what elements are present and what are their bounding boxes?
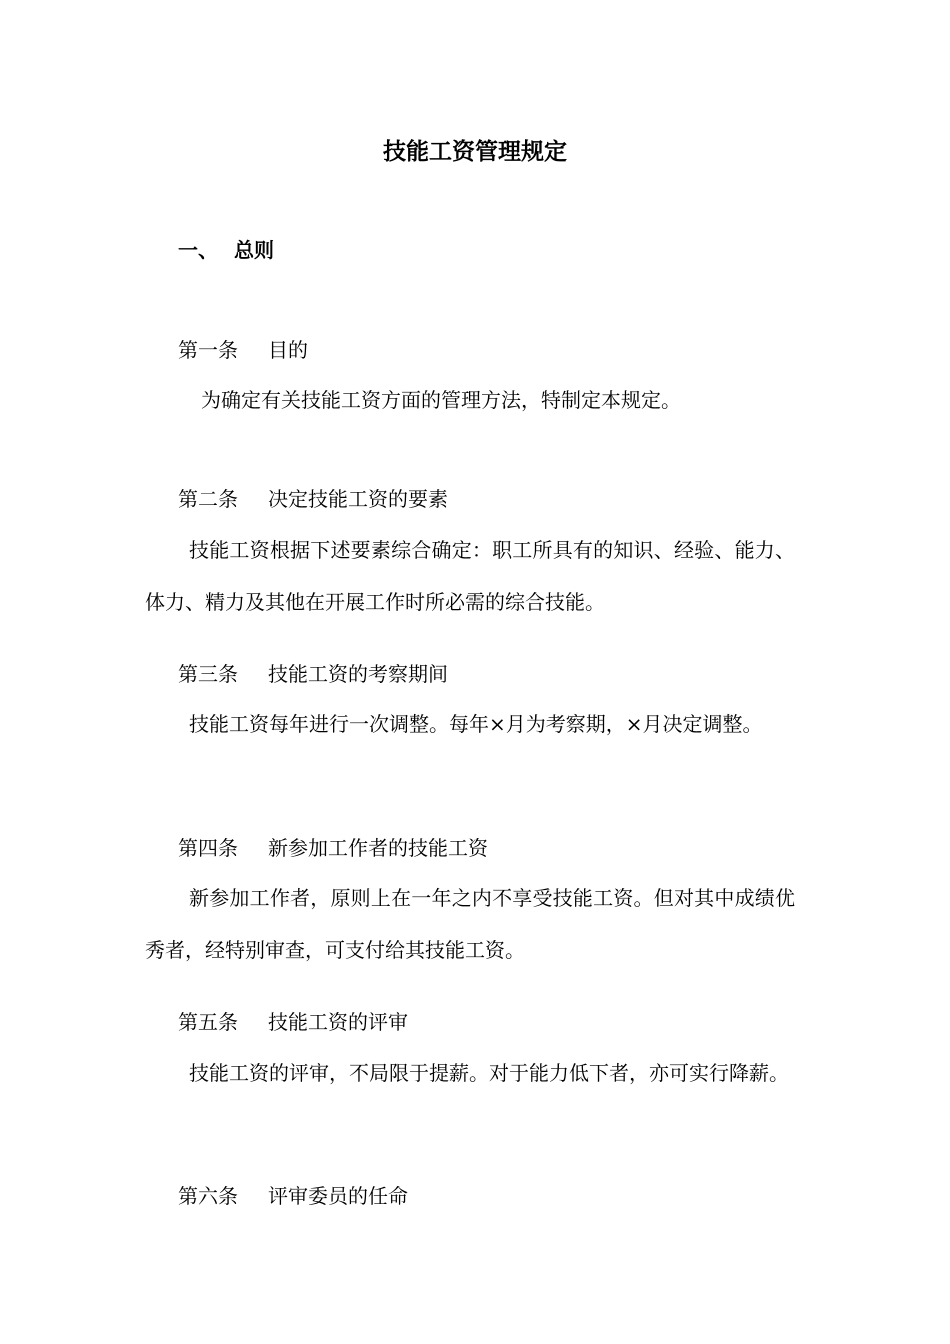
article-body-5: 技能工资的评审，不局限于提薪。对于能力低下者，亦可实行降薪。 xyxy=(189,1061,789,1085)
document-title: 技能工资管理规定 xyxy=(383,139,567,165)
article-number: 第二条 xyxy=(178,487,238,511)
article-title: 评审委员的任命 xyxy=(268,1184,408,1208)
article-body-3: 技能工资每年进行一次调整。每年×月为考察期，×月决定调整。 xyxy=(189,712,763,736)
article-number: 第六条 xyxy=(178,1184,238,1208)
section-number: 一、 xyxy=(178,238,218,262)
article-number: 第五条 xyxy=(178,1010,238,1034)
article-title: 目的 xyxy=(268,338,308,362)
article-heading-3 xyxy=(178,656,448,692)
article-heading-5 xyxy=(178,1004,408,1040)
article-title: 决定技能工资的要素 xyxy=(268,487,448,511)
article-heading-1 xyxy=(178,332,308,368)
article-title: 技能工资的考察期间 xyxy=(268,662,448,686)
article-body-1: 为确定有关技能工资方面的管理方法，特制定本规定。 xyxy=(201,388,681,412)
article-number: 第三条 xyxy=(178,662,238,686)
article-body-4: 新参加工作者，原则上在一年之内不享受技能工资。但对其中成绩优秀者，经特别审查，可支付给其技能工资。 xyxy=(145,886,795,962)
article-title: 新参加工作者的技能工资 xyxy=(268,836,488,860)
article-heading-6 xyxy=(178,1178,408,1214)
article-number: 第四条 xyxy=(178,836,238,860)
article-body-2: 技能工资根据下述要素综合确定：职工所具有的知识、经验、能力、体力、精力及其他在开展工作时所必需的综合技能。 xyxy=(145,538,795,614)
section-title: 总则 xyxy=(234,238,274,262)
article-title: 技能工资的评审 xyxy=(268,1010,408,1034)
article-number: 第一条 xyxy=(178,338,238,362)
article-heading-4 xyxy=(178,830,488,866)
section-heading xyxy=(178,232,274,268)
article-heading-2 xyxy=(178,481,448,517)
